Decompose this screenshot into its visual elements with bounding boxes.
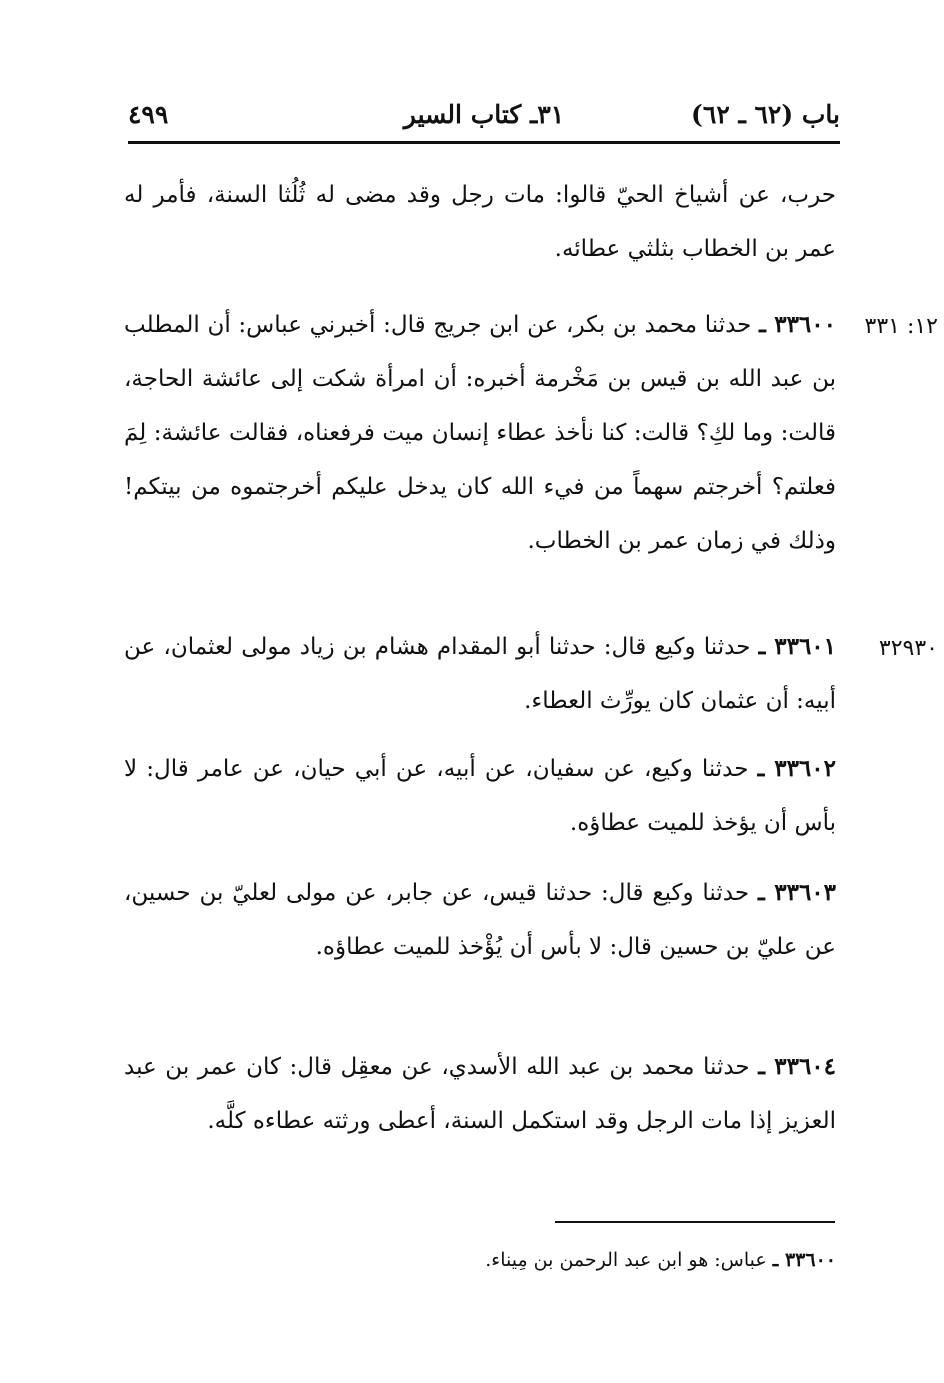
hadith-33604 — [124, 1040, 836, 1148]
hadith-number: ٣٣٦٠٢ ـ — [757, 755, 836, 782]
paragraph-text: حرب، عن أشياخ الحيّ قالوا: مات رجل وقد مضى له ثُلُثا السنة، فأمر له عمر بن الخطاب بثلثي عطائه. — [124, 182, 836, 262]
hadith-33603 — [124, 866, 836, 974]
hadith-number: ٣٣٦٠٣ ـ — [757, 879, 837, 906]
footnote-number: ٣٣٦٠٠ ـ — [772, 1249, 836, 1271]
page-number: ٤٩٩ — [128, 100, 169, 129]
margin-reference: ١٢: ٣٣١ — [864, 314, 938, 339]
footnote-text: عباس: هو ابن عبد الرحمن بن مِيناء. — [485, 1249, 767, 1271]
paragraph-text: حدثنا وكيع قال: حدثنا قيس، عن جابر، عن مولى لعليّ بن حسين، عن عليّ بن حسين قال: لا بأس أن يُؤْخذ للميت عطاؤه. — [124, 880, 836, 960]
hadith-number: ٣٣٦٠٤ ـ — [758, 1053, 837, 1080]
footnote — [124, 1245, 836, 1275]
paragraph-text: حدثنا محمد بن عبد الله الأسدي، عن معقِل قال: كان عمر بن عبد العزيز إذا مات الرجل وقد استكمل السنة، أعطى ورثته عطاءه كلَّه. — [124, 1054, 836, 1134]
paragraph-continuation — [124, 168, 836, 276]
chapter-heading: باب (٦٢ ـ ٦٢) — [691, 100, 840, 129]
margin-reference: ٣٢٩٣٠ — [878, 636, 938, 661]
hadith-33600 — [124, 298, 836, 568]
paragraph-text: حدثنا وكيع، عن سفيان، عن أبيه، عن أبي حيان، عن عامر قال: لا بأس أن يؤخذ للميت عطاؤه. — [124, 756, 836, 836]
hadith-33602 — [124, 742, 836, 850]
page-header — [128, 98, 840, 138]
hadith-number: ٣٣٦٠٠ ـ — [759, 311, 836, 338]
hadith-number: ٣٣٦٠١ ـ — [758, 633, 837, 660]
book-title: ٣١ـ كتاب السير — [403, 100, 565, 129]
footnote-rule — [555, 1221, 835, 1223]
header-rule — [128, 141, 840, 144]
paragraph-text: حدثنا محمد بن بكر، عن ابن جريج قال: أخبرني عباس: أن المطلب بن عبد الله بن قيس بن مَخْرمة أخبره: أن امرأة شكت إلى عائشة الحاجة، قالت: وما لكِ؟ قالت: كنا نأخذ عطاء إنسان ميت فرفعناه، فقالت عائشة: لِمَ فعلتم؟ أخرجتم سهماً من فيء الله كان يدخل عليكم أخرجتموه من بيتكم! وذلك في زمان عمر بن الخطاب. — [124, 312, 836, 554]
hadith-33601 — [124, 620, 836, 728]
paragraph-text: حدثنا وكيع قال: حدثنا أبو المقدام هشام بن زياد مولى لعثمان، عن أبيه: أن عثمان كان يورِّث العطاء. — [124, 634, 836, 714]
